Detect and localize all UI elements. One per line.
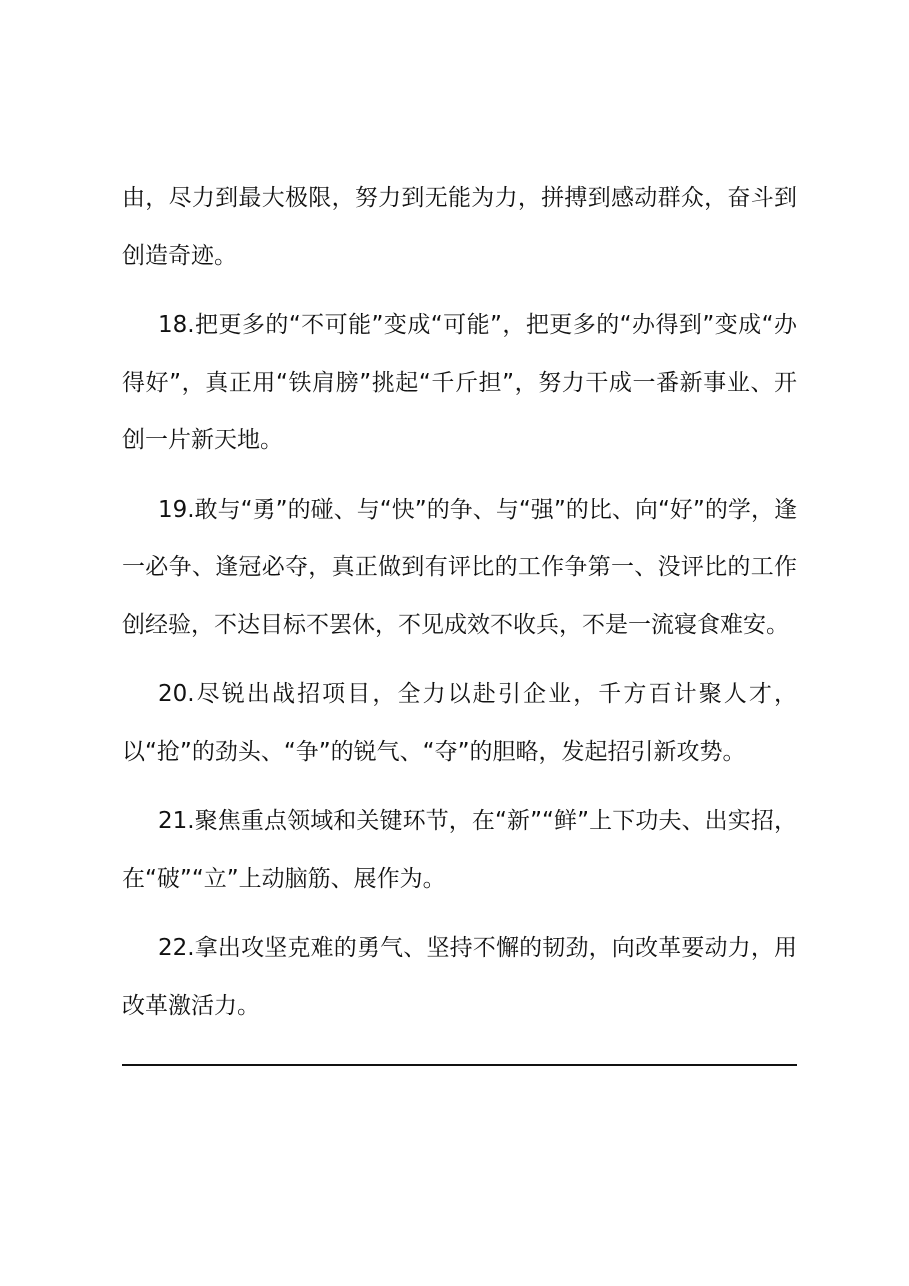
paragraph-18: 18.把更多的“不可能”变成“可能”，把更多的“办得到”变成“办得好”，真正用“铁肩膀”挑起“千斤担”，努力干成一番新事业、开创一片新天地。 bbox=[122, 312, 797, 453]
paragraph-19: 19.敢与“勇”的碰、与“快”的争、与“强”的比、向“好”的学，逢一必争、逢冠必夺，真正做到有评比的工作争第一、没评比的工作创经验，不达目标不罢休，不见成效不收兵，不是一流寝食难安。 bbox=[122, 496, 797, 638]
paragraph-continuation: 由，尽力到最大极限，努力到无能为力，拼搏到感动群众，奋斗到创造奇迹。 bbox=[122, 185, 797, 269]
footer-divider-line bbox=[122, 1064, 797, 1066]
document-body bbox=[122, 170, 797, 1047]
paragraph-20: 20.尽锐出战招项目，全力以赴引企业，千方百计聚人才，以“抢”的劲头、“争”的锐气、“夺”的胆略，发起招引新攻势。 bbox=[122, 681, 797, 765]
paragraph-22: 22.拿出攻坚克难的勇气、坚持不懈的韧劲，向改革要动力，用改革激活力。 bbox=[122, 935, 797, 1019]
paragraph-21: 21.聚焦重点领域和关键环节，在“新”“鲜”上下功夫、出实招，在“破”“立”上动脑筋、展作为。 bbox=[122, 808, 797, 892]
